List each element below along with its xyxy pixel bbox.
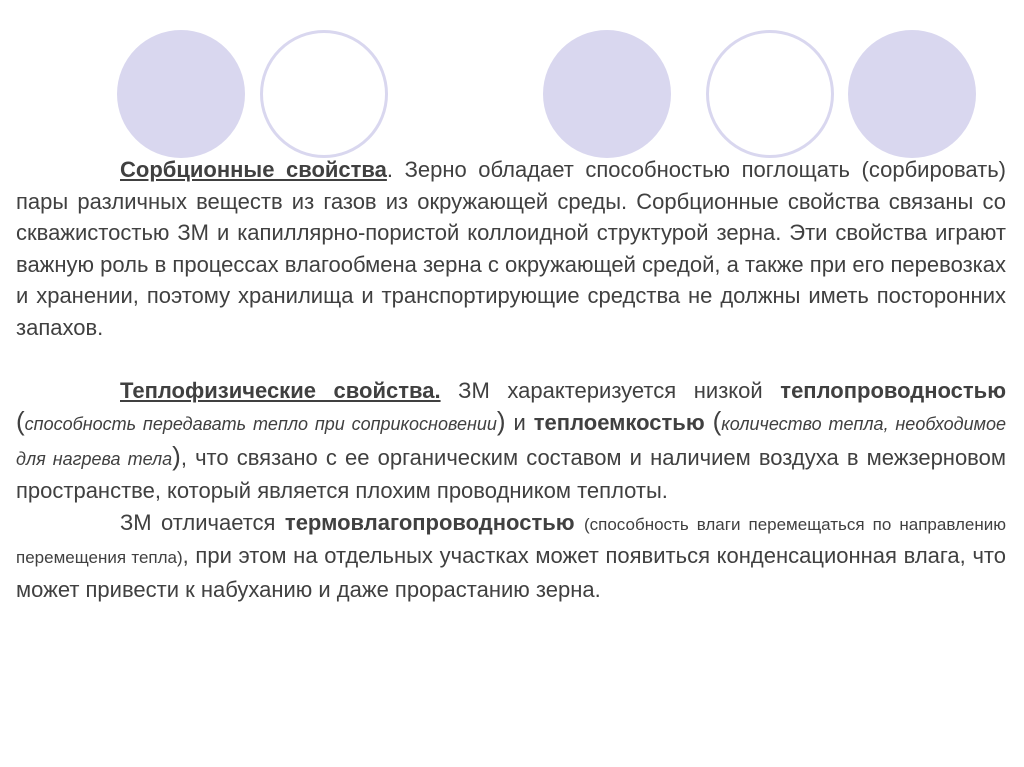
paren-close: ) xyxy=(172,440,181,471)
space xyxy=(575,510,584,535)
space xyxy=(705,410,713,435)
definition-thermal-conductivity: способность передавать тепло при соприкосновении xyxy=(24,414,497,434)
sorption-text: . Зерно обладает способностью поглощать (сорбировать) пары различных веществ из газов из окружающей среды. Сорбционные свойства связаны со скважистостью ЗМ и капиллярно-пористой коллоидной структурой зерна. Эти свойства играют важную роль в процессах влагообмена зерна с окружающей средой, а также при его перевозках и хранении, поэтому хранилища и транспортирующие средства не должны иметь посторонних запахов. xyxy=(16,157,1006,340)
term-thermo-moisture-conductivity: термовлагопроводностью xyxy=(284,509,575,535)
decorative-circle-outline xyxy=(260,30,388,158)
moisture-paragraph xyxy=(16,507,1006,606)
decorative-circle-outline xyxy=(706,30,834,158)
paren-open: ( xyxy=(712,406,722,436)
decorative-circle-filled xyxy=(117,30,245,158)
thermophysical-text: , что связано с ее органическим составом и наличием воздуха в межзерновом пространстве, который является плохим проводником теплоты. xyxy=(16,444,1006,503)
moisture-text: ЗМ отличается xyxy=(120,509,285,535)
thermophysical-paragraph xyxy=(16,375,1006,507)
decorative-circle-filled xyxy=(543,30,671,158)
paren-open: ( xyxy=(16,406,25,436)
thermophysical-heading: Теплофизические свойства. xyxy=(120,377,441,403)
sorption-paragraph xyxy=(16,154,1006,343)
decorative-circle-filled xyxy=(848,30,976,158)
paren-close: ) xyxy=(496,406,506,436)
sorption-heading: Сорбционные свойства xyxy=(120,157,387,182)
document-body xyxy=(16,154,1006,605)
moisture-text: , при этом на отдельных участках может появиться конденсационная влага, что может привести к набуханию и даже прорастанию зерна. xyxy=(16,543,1006,602)
thermophysical-text: ЗМ характеризуется низкой xyxy=(440,377,781,403)
term-thermal-conductivity: теплопроводностью xyxy=(780,377,1006,403)
term-heat-capacity: теплоемкостью xyxy=(533,410,705,435)
thermophysical-text: и xyxy=(505,410,534,435)
paragraph-gap xyxy=(16,343,1006,375)
definition-thermo-moisture-conductivity: (способность влаги перемещаться по направлению перемещения тепла) xyxy=(16,514,1006,567)
definition-heat-capacity: количество тепла, необходимое для нагрева тела xyxy=(16,414,1006,469)
